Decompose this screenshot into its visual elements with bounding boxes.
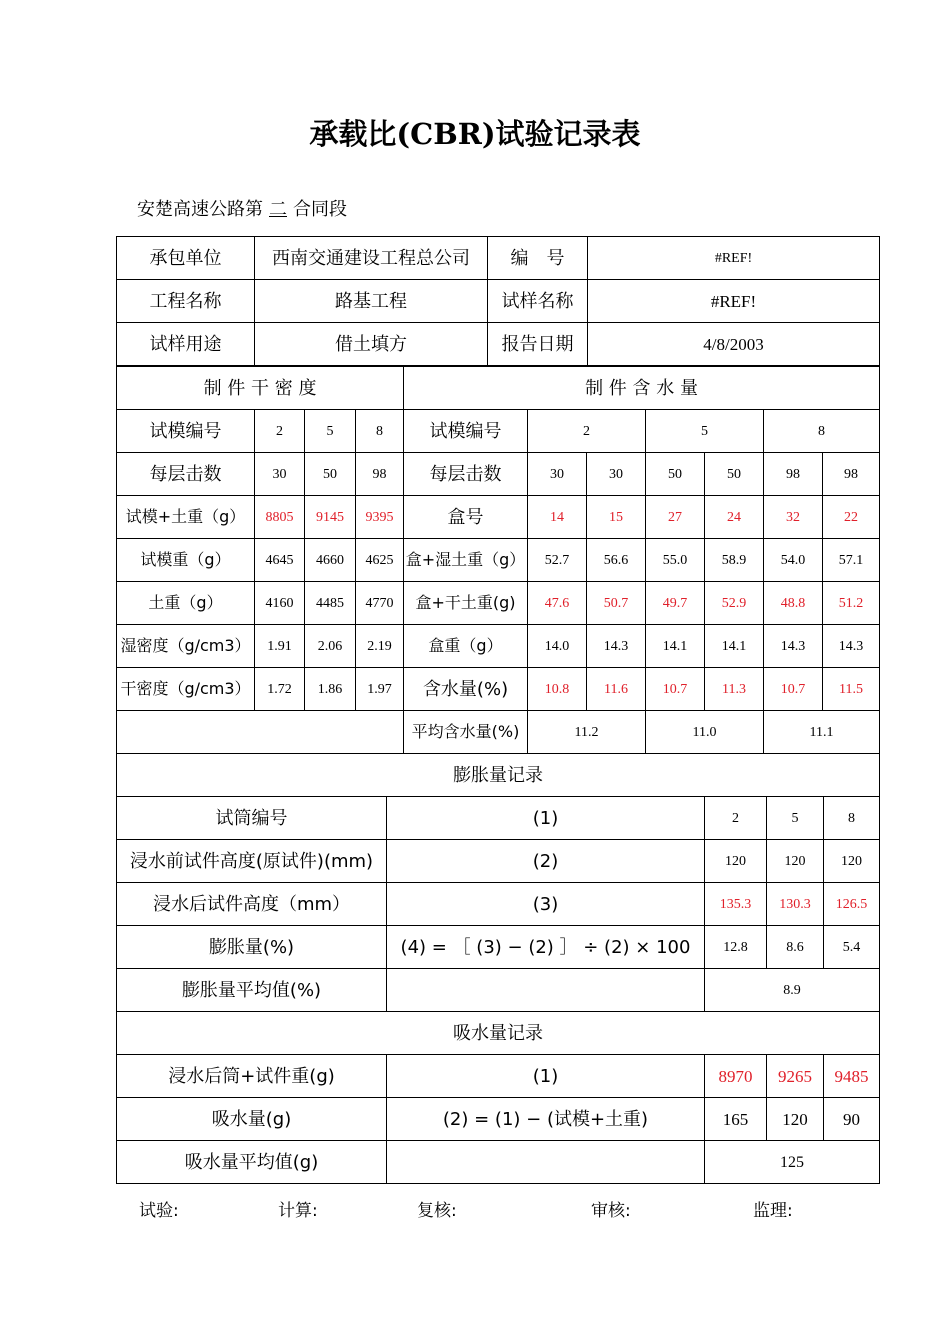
moisture-cell: 10.8 <box>528 668 587 711</box>
moisture-cell: 11.1 <box>764 711 880 754</box>
moisture-cell: 14 <box>528 496 587 539</box>
soil-weight-label: 土重（g） <box>117 582 255 625</box>
density-cell: 8 <box>356 410 404 453</box>
info-table <box>116 236 880 366</box>
absorb-formula: (2) = (1) − (试模+土重) <box>387 1098 705 1141</box>
swell-cell: 130.3 <box>767 883 824 926</box>
absorb-cell: 120 <box>767 1098 824 1141</box>
swell-avg-label: 膨胀量平均值(%) <box>117 969 387 1012</box>
density-cell: 4645 <box>255 539 305 582</box>
density-cell: 50 <box>305 453 356 496</box>
empty-cell <box>117 711 404 754</box>
moisture-cell: 8 <box>764 410 880 453</box>
swell-avg-value: 8.9 <box>705 969 880 1012</box>
moisture-cell: 51.2 <box>823 582 880 625</box>
density-cell: 1.97 <box>356 668 404 711</box>
moisture-mold-label: 试模编号 <box>404 410 528 453</box>
absorb-avg-label: 吸水量平均值(g) <box>117 1141 387 1184</box>
swell-formula: (4) = ［ (3) − (2) ］ ÷ (2) × 100 <box>387 926 705 969</box>
moisture-cell: 27 <box>646 496 705 539</box>
density-cell: 1.72 <box>255 668 305 711</box>
density-cell: 1.91 <box>255 625 305 668</box>
contractor-label: 承包单位 <box>117 237 255 280</box>
density-cell: 2.06 <box>305 625 356 668</box>
absorb-formula: (1) <box>387 1055 705 1098</box>
empty-cell <box>387 969 705 1012</box>
section-number: 二 <box>269 199 287 220</box>
moisture-cell: 50 <box>646 453 705 496</box>
moisture-cell: 52.9 <box>705 582 764 625</box>
mold-soil-weight-label: 试模+土重（g） <box>117 496 255 539</box>
sample-name-value: #REF! <box>588 280 880 323</box>
swell-heading: 膨胀量记录 <box>117 754 880 797</box>
date-label: 报告日期 <box>488 323 588 366</box>
footer-test: 试验: <box>139 1201 179 1221</box>
moisture-cell: 22 <box>823 496 880 539</box>
moisture-cell: 30 <box>528 453 587 496</box>
contractor-value: 西南交通建设工程总公司 <box>255 237 488 280</box>
moisture-cell: 52.7 <box>528 539 587 582</box>
moisture-cell: 15 <box>587 496 646 539</box>
moisture-cell: 47.6 <box>528 582 587 625</box>
moisture-cell: 10.7 <box>646 668 705 711</box>
swell-cell: 8.6 <box>767 926 824 969</box>
swell-formula: (1) <box>387 797 705 840</box>
moisture-cell: 14.3 <box>587 625 646 668</box>
avg-moisture-label: 平均含水量(%) <box>404 711 528 754</box>
moisture-cell: 54.0 <box>764 539 823 582</box>
moisture-cell: 14.3 <box>764 625 823 668</box>
moisture-cell: 55.0 <box>646 539 705 582</box>
moisture-cell: 24 <box>705 496 764 539</box>
footer-check: 复核: <box>417 1201 457 1221</box>
swell-row-label: 浸水前试件高度(原试件)(mm) <box>117 840 387 883</box>
dry-density-label: 干密度（g/cm3） <box>117 668 255 711</box>
density-blows-label: 每层击数 <box>117 453 255 496</box>
footer-review: 审核: <box>591 1201 631 1221</box>
sample-name-label: 试样名称 <box>488 280 588 323</box>
moisture-cell: 50.7 <box>587 582 646 625</box>
swell-cell: 120 <box>767 840 824 883</box>
moisture-cell: 48.8 <box>764 582 823 625</box>
swell-row-label: 膨胀量(%) <box>117 926 387 969</box>
footer-calc: 计算: <box>278 1201 318 1221</box>
swell-row-label: 试筒编号 <box>117 797 387 840</box>
section-line: 安楚高速公路第 二 合同段 <box>137 199 347 220</box>
page-title: 承载比(CBR)试验记录表 <box>309 117 641 151</box>
empty-cell <box>387 1141 705 1184</box>
absorb-heading: 吸水量记录 <box>117 1012 880 1055</box>
swell-row-label: 浸水后试件高度（mm） <box>117 883 387 926</box>
swell-absorb-table <box>116 753 880 1184</box>
swell-cell: 5 <box>767 797 824 840</box>
moisture-cell: 50 <box>705 453 764 496</box>
number-value: #REF! <box>588 237 880 280</box>
use-value: 借土填方 <box>255 323 488 366</box>
absorb-cell: 90 <box>824 1098 880 1141</box>
box-number-label: 盒号 <box>404 496 528 539</box>
swell-cell: 126.5 <box>824 883 880 926</box>
moisture-cell: 11.3 <box>705 668 764 711</box>
moisture-cell: 11.0 <box>646 711 764 754</box>
absorb-cell: 165 <box>705 1098 767 1141</box>
density-cell: 8805 <box>255 496 305 539</box>
density-cell: 2.19 <box>356 625 404 668</box>
number-label: 编 号 <box>488 237 588 280</box>
absorb-cell: 8970 <box>705 1055 767 1098</box>
density-moisture-table <box>116 366 880 754</box>
density-mold-label: 试模编号 <box>117 410 255 453</box>
density-cell: 4660 <box>305 539 356 582</box>
swell-cell: 120 <box>705 840 767 883</box>
footer-supervise: 监理: <box>753 1201 793 1221</box>
swell-cell: 135.3 <box>705 883 767 926</box>
absorb-cell: 9485 <box>824 1055 880 1098</box>
moisture-cell: 98 <box>764 453 823 496</box>
wet-density-label: 湿密度（g/cm3） <box>117 625 255 668</box>
box-dry-weight-label: 盒+干土重(g) <box>404 582 528 625</box>
swell-formula: (2) <box>387 840 705 883</box>
density-heading: 制 件 干 密 度 <box>117 367 404 410</box>
absorb-avg-value: 125 <box>705 1141 880 1184</box>
mold-weight-label: 试模重（g） <box>117 539 255 582</box>
date-value: 4/8/2003 <box>588 323 880 366</box>
moisture-heading: 制 件 含 水 量 <box>404 367 880 410</box>
density-cell: 98 <box>356 453 404 496</box>
density-cell: 2 <box>255 410 305 453</box>
density-cell: 9145 <box>305 496 356 539</box>
density-cell: 4160 <box>255 582 305 625</box>
use-label: 试样用途 <box>117 323 255 366</box>
moisture-cell: 5 <box>646 410 764 453</box>
density-cell: 5 <box>305 410 356 453</box>
moisture-cell: 14.3 <box>823 625 880 668</box>
density-cell: 30 <box>255 453 305 496</box>
moisture-cell: 14.1 <box>646 625 705 668</box>
moisture-cell: 49.7 <box>646 582 705 625</box>
box-wet-weight-label: 盒+湿土重（g） <box>404 539 528 582</box>
density-cell: 4770 <box>356 582 404 625</box>
moisture-cell: 11.6 <box>587 668 646 711</box>
swell-cell: 120 <box>824 840 880 883</box>
swell-formula: (3) <box>387 883 705 926</box>
project-value: 路基工程 <box>255 280 488 323</box>
moisture-content-label: 含水量(%) <box>404 668 528 711</box>
swell-cell: 8 <box>824 797 880 840</box>
absorb-cell: 9265 <box>767 1055 824 1098</box>
moisture-cell: 2 <box>528 410 646 453</box>
density-cell: 1.86 <box>305 668 356 711</box>
moisture-cell: 11.5 <box>823 668 880 711</box>
moisture-cell: 11.2 <box>528 711 646 754</box>
density-cell: 4625 <box>356 539 404 582</box>
density-cell: 9395 <box>356 496 404 539</box>
moisture-cell: 10.7 <box>764 668 823 711</box>
density-cell: 4485 <box>305 582 356 625</box>
swell-cell: 2 <box>705 797 767 840</box>
moisture-cell: 56.6 <box>587 539 646 582</box>
moisture-cell: 30 <box>587 453 646 496</box>
moisture-blows-label: 每层击数 <box>404 453 528 496</box>
moisture-cell: 58.9 <box>705 539 764 582</box>
swell-cell: 5.4 <box>824 926 880 969</box>
swell-cell: 12.8 <box>705 926 767 969</box>
moisture-cell: 14.1 <box>705 625 764 668</box>
moisture-cell: 14.0 <box>528 625 587 668</box>
box-tare-label: 盒重（g） <box>404 625 528 668</box>
moisture-cell: 98 <box>823 453 880 496</box>
project-label: 工程名称 <box>117 280 255 323</box>
absorb-row-label: 浸水后筒+试件重(g) <box>117 1055 387 1098</box>
absorb-row-label: 吸水量(g) <box>117 1098 387 1141</box>
moisture-cell: 32 <box>764 496 823 539</box>
moisture-cell: 57.1 <box>823 539 880 582</box>
